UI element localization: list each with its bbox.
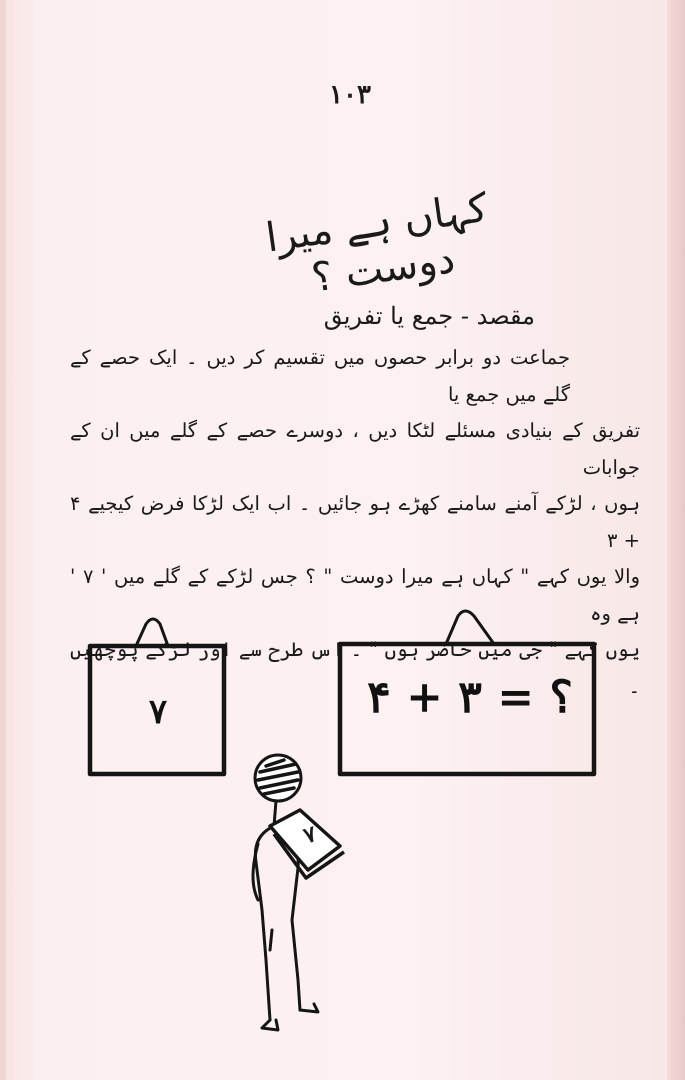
paragraph-line: تفریق کے بنیادی مسئلے لٹکا دیں ، دوسرے حصے کے گلے میں ان کے جوابات	[70, 419, 640, 479]
illustration-drawing	[0, 600, 685, 1080]
child-figure	[253, 755, 318, 1030]
lesson-objective: مقصد - جمع یا تفریق	[323, 302, 535, 330]
paragraph-line: جماعت دو برابر حصوں میں تقسیم کر دیں ۔ ایک حصے کے گلے میں جمع یا	[70, 346, 570, 406]
paragraph-line: یوں کہے " جی میں حاضر ہوں " ۔ اس طرح سے اور لڑکے پوچھیں ۔	[70, 638, 640, 698]
lesson-title: کہاں ہے میرا دوست ؟	[263, 184, 491, 302]
child-tag-value: ۷	[300, 820, 320, 850]
paragraph-line: والا یوں کہے " کہاں ہے میرا دوست " ؟ جس لڑکے کے گلے میں ' ۷ ' ہے وہ	[70, 565, 640, 625]
paragraph-line: ہوں ، لڑکے آمنے سامنے کھڑے ہو جائیں ۔ اب ایک لڑکا فرض کیجیے ۴ + ۳	[70, 492, 640, 552]
left-card-value: ۷	[148, 692, 168, 732]
right-card-equation: ۴ + ۳ = ؟	[367, 672, 573, 723]
illustration	[0, 600, 685, 1080]
page-number: ۱۰۳	[329, 80, 371, 110]
